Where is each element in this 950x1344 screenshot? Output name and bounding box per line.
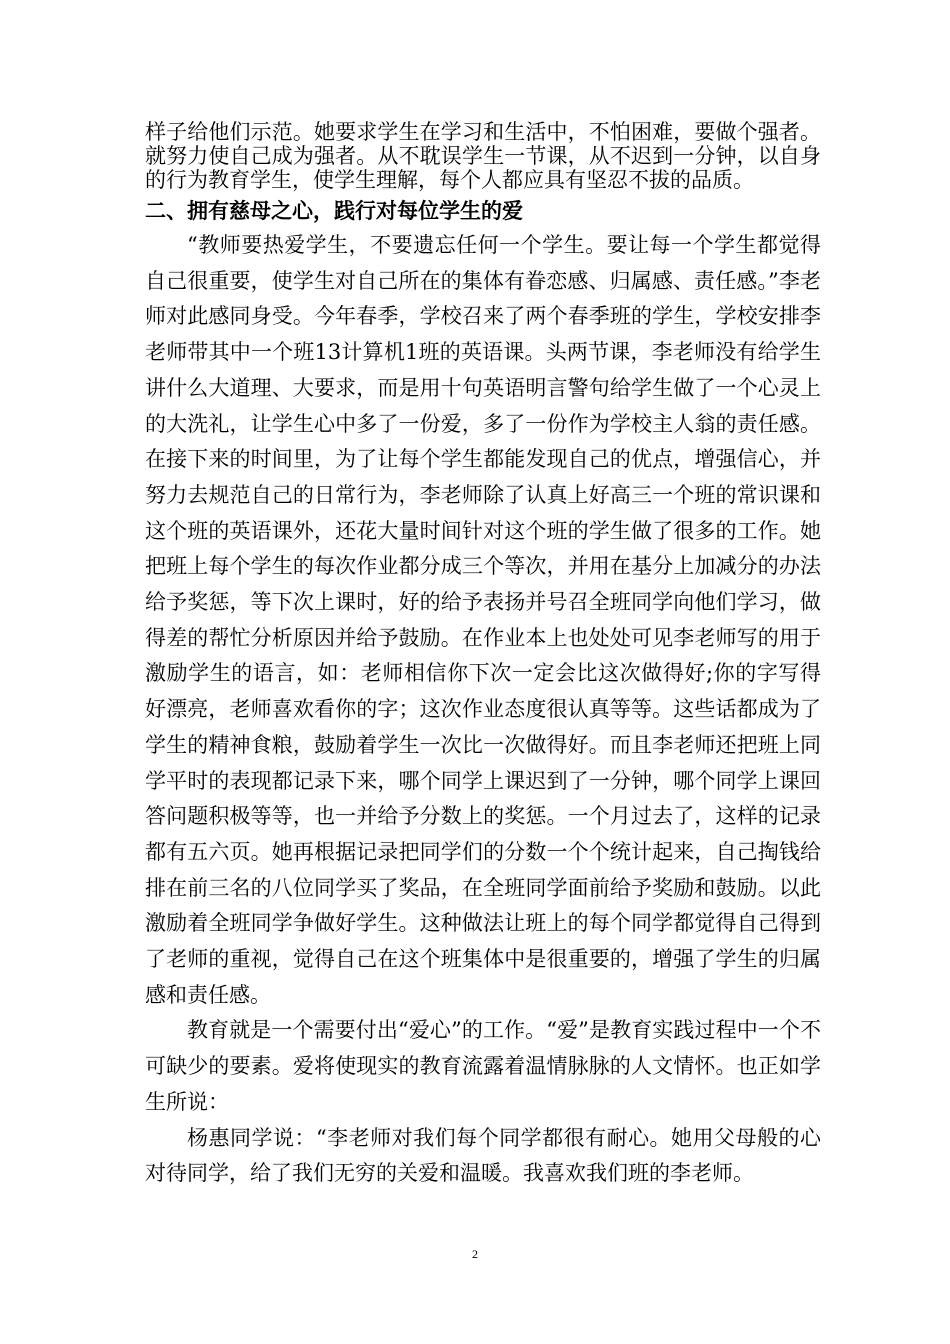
paragraph-student-quote: 杨惠同学说：“李老师对我们每个同学都很有耐心。她用父母般的心对待同学，给了我们无穷的关爱和温暖。我喜欢我们班的李老师。 — [145, 1125, 821, 1186]
page-number: 2 — [472, 1247, 478, 1261]
document-body — [145, 120, 821, 1192]
paragraph-teacher-love: “教师要热爱学生，不要遗忘任何一个学生。要让每一个学生都觉得自己很重要，使学生对自己所在的集体有眷恋感、归属感、责任感。”李老师对此感同身受。今年春季，学校召来了两个春季班的学生，学校安排李老师带其中一个班13计算机1班的英语课。头两节课，李老师没有给学生讲什么大道理、大要求，而是用十句英语明言警句给学生做了一个心灵上的大洗礼，让学生心中多了一份爱，多了一份作为学校主人翁的责任感。在接下来的时间里，为了让每个学生都能发现自己的优点，增强信心，并努力去规范自己的日常行为，李老师除了认真上好高三一个班的常识课和这个班的英语课外，还花大量时间针对这个班的学生做了很多的工作。她把班上每个学生的每次作业都分成三个等次，并用在基分上加减分的办法给予奖惩，等下次上课时，好的给予表扬并号召全班同学向他们学习，做得差的帮忙分析原因并给予鼓励。在作业本上也处处可见李老师写的用于激励学生的语言，如：老师相信你下次一定会比这次做得好;你的字写得好漂亮，老师喜欢看你的字；这次作业态度很认真等等。这些话都成为了学生的精神食粮，鼓励着学生一次比一次做得好。而且李老师还把班上同学平时的表现都记录下来，哪个同学上课迟到了一分钟，哪个同学上课回答问题积极等等，也一并给予分数上的奖惩。一个月过去了，这样的记录都有五六页。她再根据记录把同学们的分数一个个统计起来，自己掏钱给排在前三名的八位同学买了奖品，在全班同学面前给予奖励和鼓励。以此激励着全班同学争做好学生。这种做法让班上的每个同学都觉得自己得到了老师的重视，觉得自己在这个班集体中是很重要的，增强了学生的归属感和责任感。 — [145, 233, 821, 1007]
paragraph-education-love: 教育就是一个需要付出“爱心”的工作。“爱”是教育实践过程中一个不可缺少的要素。爱将使现实的教育流露着温情脉脉的人文情怀。也正如学生所说： — [145, 1018, 821, 1114]
paragraph-continuation: 样子给他们示范。她要求学生在学习和生活中，不怕困难，要做个强者。就努力使自己成为强者。从不耽误学生一节课，从不迟到一分钟，以自身的行为教育学生，使学生理解，每个人都应具有坚忍不拔的品质。 — [145, 120, 821, 192]
section-heading: 二、拥有慈母之心，践行对每位学生的爱 — [145, 198, 523, 223]
